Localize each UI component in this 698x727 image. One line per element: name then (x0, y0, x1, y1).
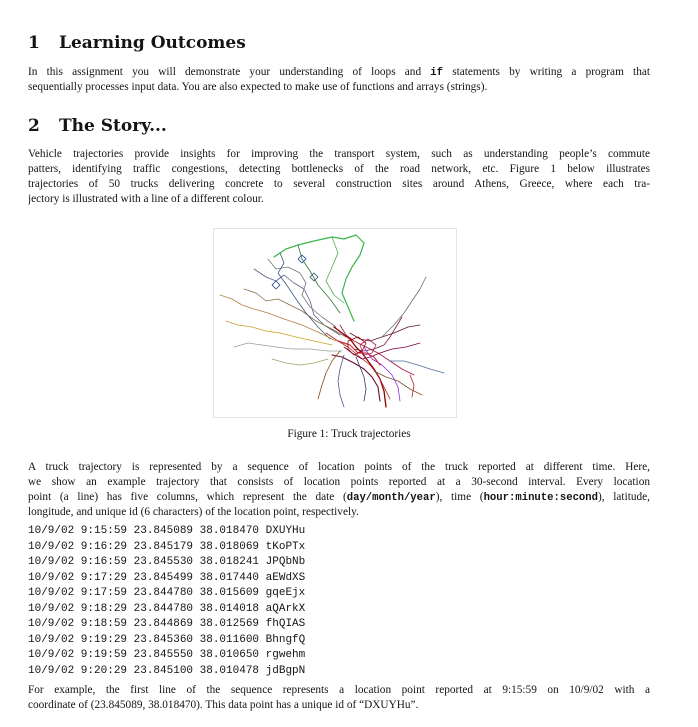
trajectory-line-1: A truck trajectory is represented by a sequence of location points of the truck reported at different time. Here, (28, 461, 650, 473)
section-2-title: The Story... (59, 116, 167, 136)
intro-text-b: statements by writing a program that (443, 66, 650, 78)
trajectory-map (214, 229, 456, 417)
example-line-2: coordinate of (23.845089, 38.018470). This data point has a unique id of “DXUYHu”. (28, 699, 419, 711)
code-line: 10/9/02 9:19:59 23.845550 38.010650 rgwehm (28, 649, 306, 661)
code-line: 10/9/02 9:16:59 23.845530 38.018241 JPQbNb (28, 556, 306, 568)
story-line-1: Vehicle trajectories provide insights for improving the transport system, such as understanding people’s commute (28, 148, 650, 160)
date-format-code: day/month/year (346, 492, 436, 504)
code-line: 10/9/02 9:16:29 23.845179 38.018069 tKoPTx (28, 540, 306, 553)
story-line-4: jectory is illustrated with a line of a different colour. (28, 193, 264, 205)
trajectory-line-2: we show an example trajectory that consists of location points reported at a 30-second interval. Every location (28, 476, 650, 488)
trajectory-code-block (28, 524, 305, 679)
trajectory-text-b: ), time ( (435, 491, 484, 503)
intro-text-a: In this assignment you will demonstrate your understanding of loops and (28, 66, 431, 78)
story-paragraph (28, 147, 650, 207)
intro-line-2: sequentially processes input data. You are also expected to make use of functions and arrays (strings). (28, 81, 488, 93)
section-1-heading (28, 33, 246, 53)
code-line: 10/9/02 9:19:29 23.845360 38.011600 BhngfQ (28, 633, 306, 646)
trajectory-paragraph (28, 460, 650, 520)
example-line-1: For example, the first line of the sequence represents a location point reported at 9:15:59 on 10/9/02 with a (28, 684, 650, 696)
time-format-code: hour:minute:second (483, 492, 598, 504)
truck-trajectories-figure (213, 228, 457, 418)
code-line: 10/9/02 9:17:59 23.844780 38.015609 gqeEjx (28, 587, 306, 599)
intro-code-if: if (430, 67, 444, 79)
trajectory-line-3 (28, 490, 650, 505)
code-line: 10/9/02 9:17:29 23.845499 38.017440 aEWdXS (28, 571, 306, 584)
figure-caption: Figure 1: Truck trajectories (287, 428, 411, 440)
code-line: 10/9/02 9:20:29 23.845100 38.010478 jdBgpN (28, 664, 306, 677)
trajectory-text-a: point (a line) has five columns, which represent the date ( (28, 491, 347, 503)
section-1-number: 1 (28, 33, 40, 53)
story-line-2: patters, identifying traffic congestions, detecting bottlenecks of the road network, etc. Figure 1 below illustrates (28, 163, 650, 175)
code-line: 10/9/02 9:15:59 23.845089 38.018470 DXUYHu (28, 525, 306, 537)
trajectory-line-4: longitude, and unique id (6 characters) of the location point, respectively. (28, 506, 359, 518)
intro-line-1 (28, 65, 650, 80)
trajectory-text-c: ), latitude, (598, 491, 650, 503)
intro-paragraph (28, 65, 650, 95)
code-line: 10/9/02 9:18:59 23.844869 38.012569 fhQIAS (28, 618, 306, 630)
section-1-title: Learning Outcomes (59, 33, 246, 53)
section-2-heading (28, 116, 167, 136)
example-paragraph (28, 683, 650, 713)
section-2-number: 2 (28, 116, 40, 136)
code-line: 10/9/02 9:18:29 23.844780 38.014018 aQArkX (28, 602, 306, 615)
story-line-3: trajectories of 50 trucks delivering concrete to several construction sites around Athens, Greece, where each tra- (28, 178, 650, 190)
